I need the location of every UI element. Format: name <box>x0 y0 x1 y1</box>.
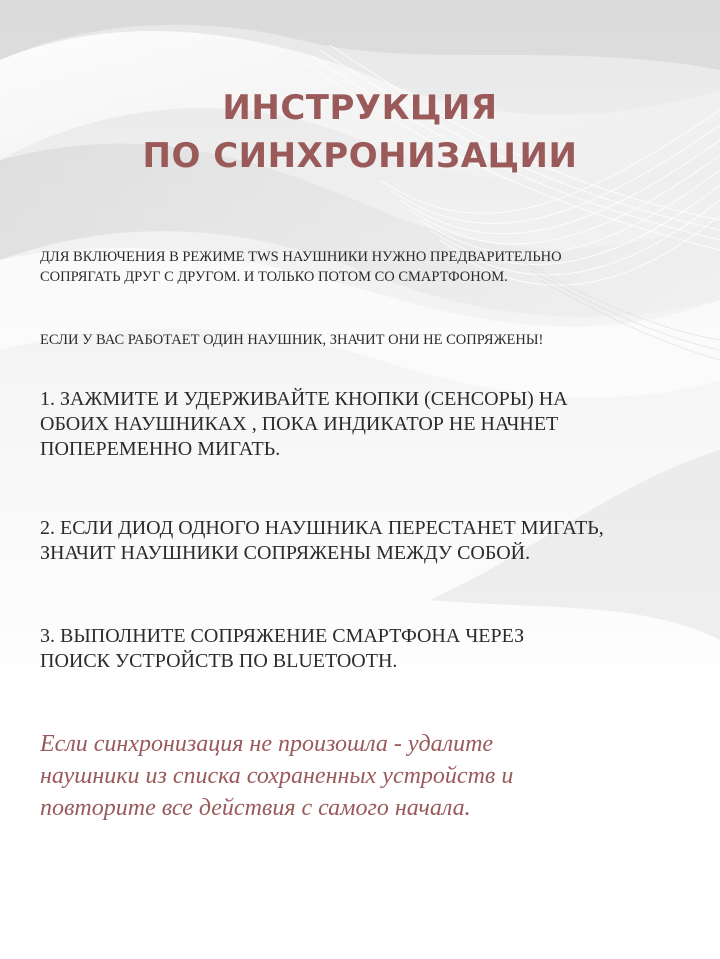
intro-paragraph <box>40 247 700 287</box>
intro-line-1: ДЛЯ ВКЛЮЧЕНИЯ В РЕЖИМЕ TWS НАУШНИКИ НУЖНО ПРЕДВАРИТЕЛЬНО <box>40 249 562 265</box>
step-3-line-2: ПОИСК УСТРОЙСТВ ПО BLUETOOTH. <box>40 650 398 672</box>
step-1-line-3: ПОПЕРЕМЕННО МИГАТЬ. <box>40 438 281 460</box>
intro-line-2: СОПРЯГАТЬ ДРУГ С ДРУГОМ. И ТОЛЬКО ПОТОМ СО СМАРТФОНОМ. <box>40 269 508 285</box>
step-2-line-1: 2. ЕСЛИ ДИОД ОДНОГО НАУШНИКА ПЕРЕСТАНЕТ МИГАТЬ, <box>40 517 604 539</box>
step-2 <box>40 516 700 566</box>
warning-text: ЕСЛИ У ВАС РАБОТАЕТ ОДИН НАУШНИК, ЗНАЧИТ ОНИ НЕ СОПРЯЖЕНЫ! <box>40 332 544 348</box>
retry-note-line-1: Если синхронизация не произошла - удалите <box>40 731 494 757</box>
retry-note-line-3: повторите все действия с самого начала. <box>40 795 471 821</box>
page-title-line-1: ИНСТРУКЦИЯ <box>222 88 498 128</box>
retry-note <box>40 728 700 824</box>
step-2-line-2: ЗНАЧИТ НАУШНИКИ СОПРЯЖЕНЫ МЕЖДУ СОБОЙ. <box>40 542 531 564</box>
step-3-line-1: 3. ВЫПОЛНИТЕ СОПРЯЖЕНИЕ СМАРТФОНА ЧЕРЕЗ <box>40 625 525 647</box>
step-3 <box>40 624 700 674</box>
retry-note-line-2: наушники из списка сохраненных устройств и <box>40 763 514 789</box>
step-1 <box>40 387 700 462</box>
step-1-line-1: 1. ЗАЖМИТЕ И УДЕРЖИВАЙТЕ КНОПКИ (СЕНСОРЫ) НА <box>40 388 568 410</box>
page-title-line-2: ПО СИНХРОНИЗАЦИИ <box>142 136 578 176</box>
step-1-line-2: ОБОИХ НАУШНИКАХ , ПОКА ИНДИКАТОР НЕ НАЧНЕТ <box>40 413 559 435</box>
